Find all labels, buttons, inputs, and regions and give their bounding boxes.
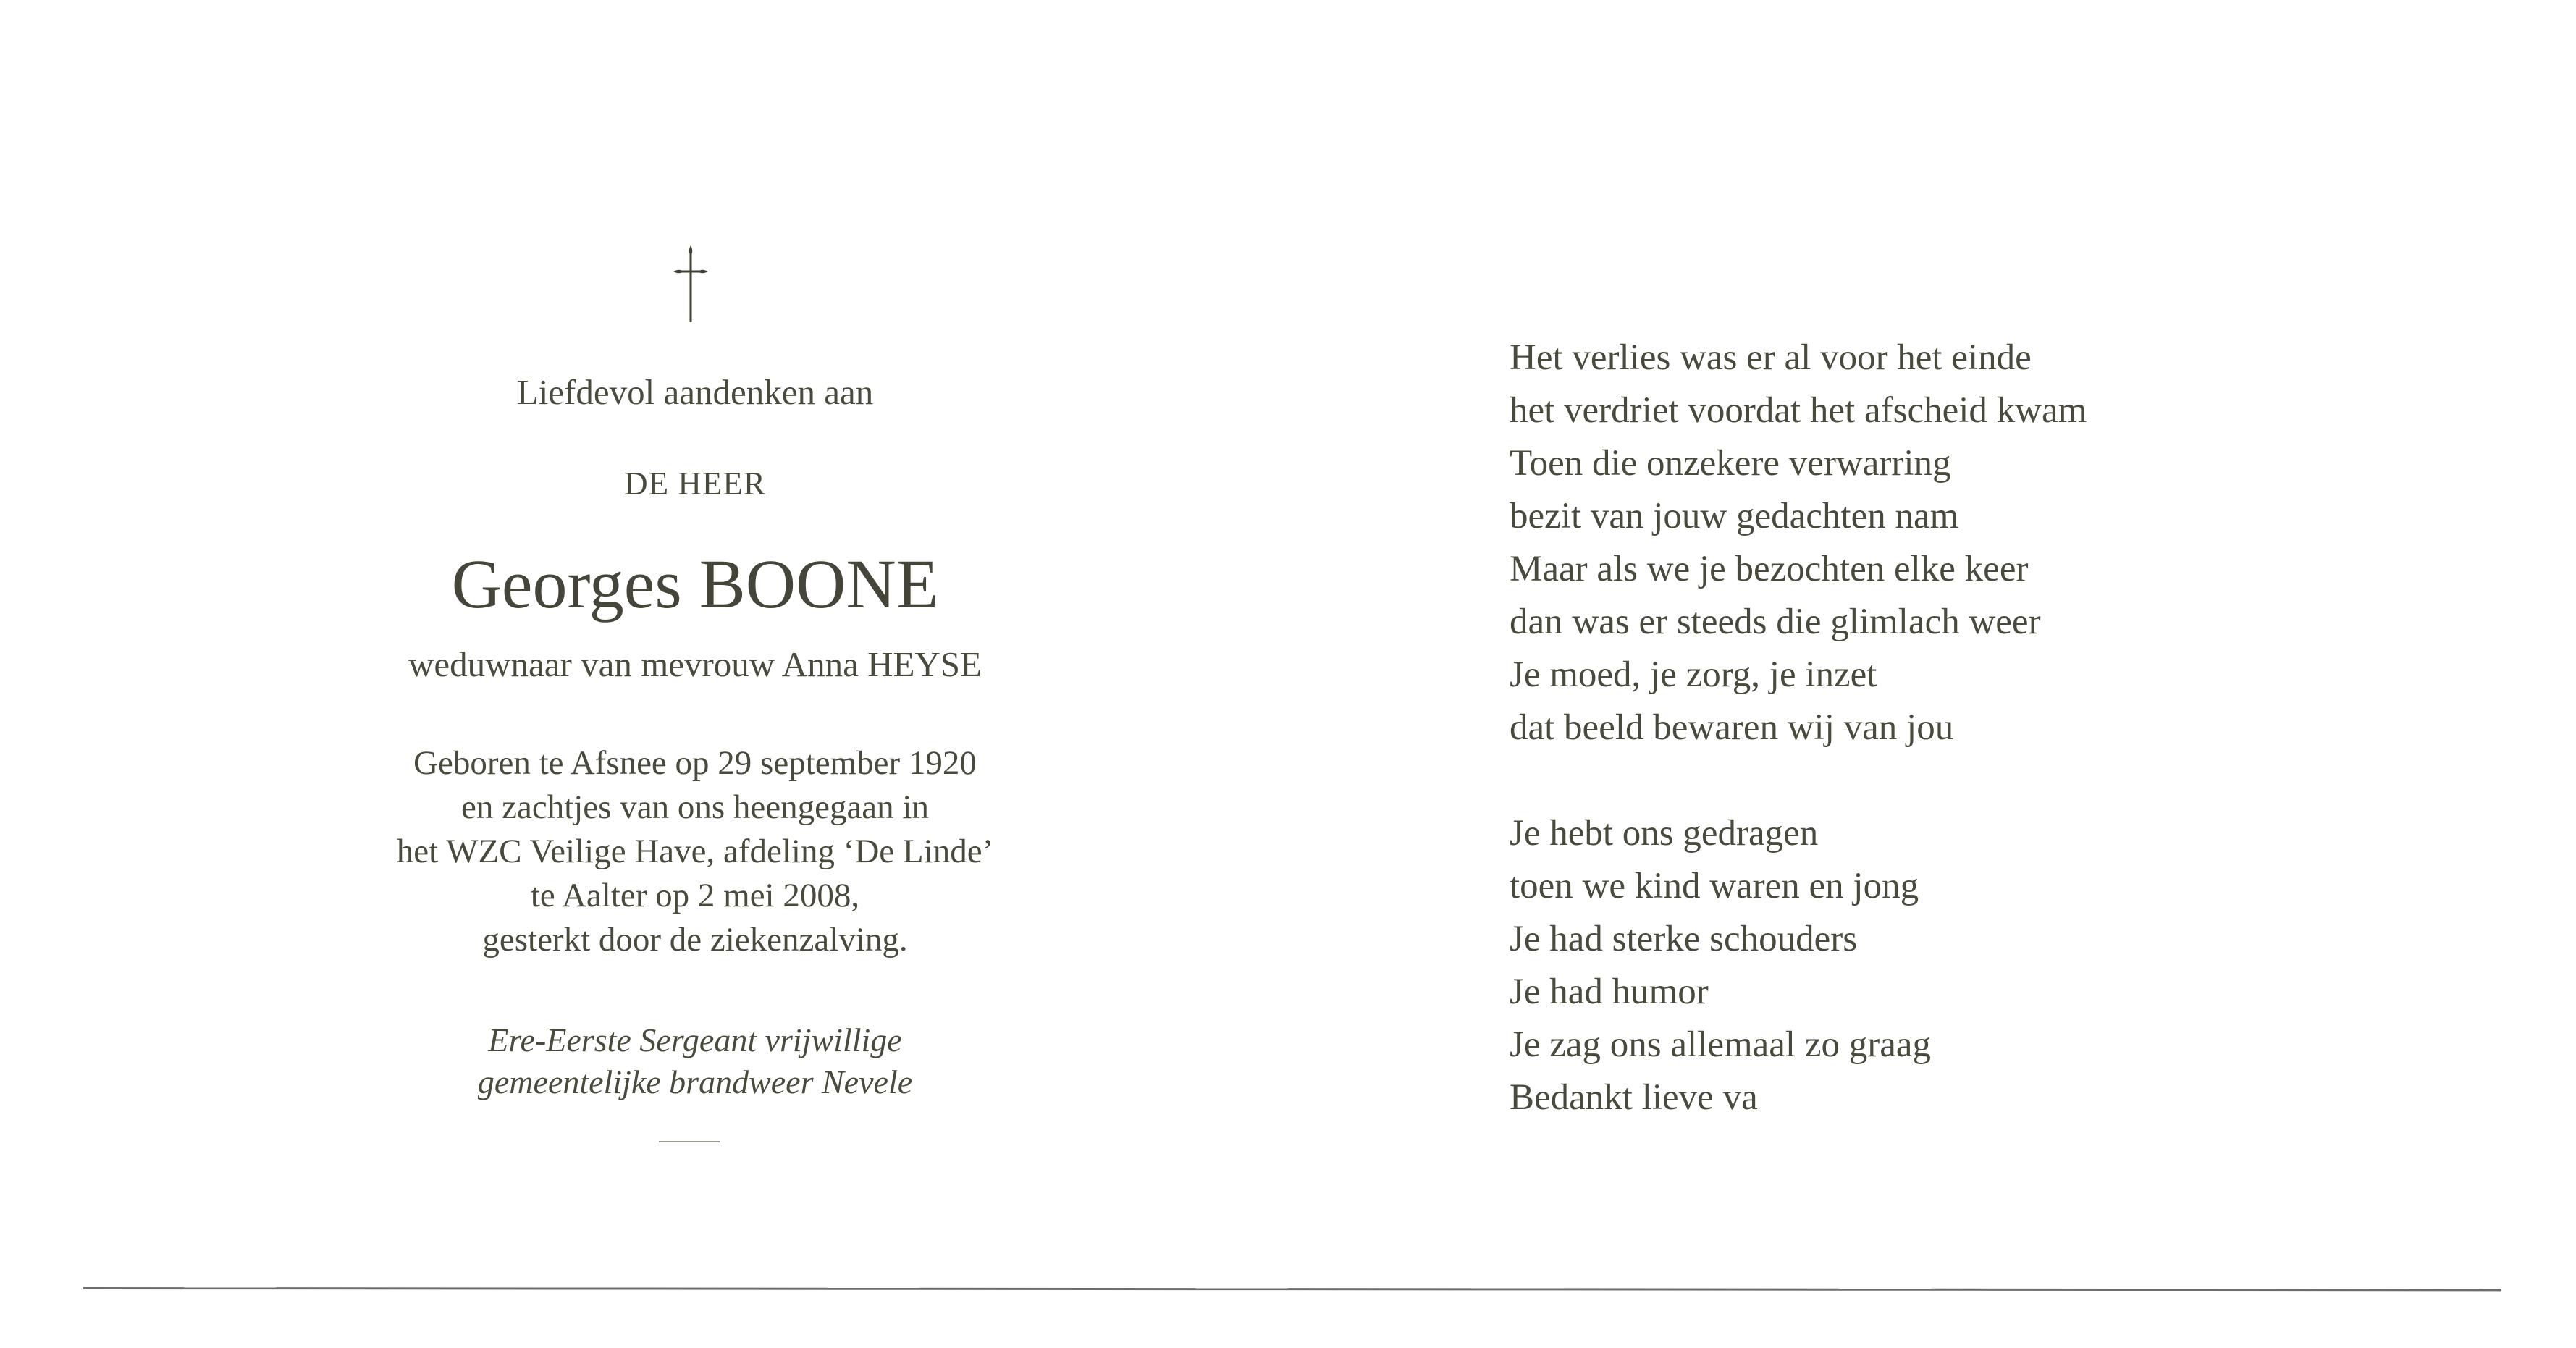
bio-line: gesterkt door de ziekenzalving. <box>482 921 908 959</box>
poem-line: dan was er steeds die glimlach weer <box>1510 602 2041 642</box>
poem-line: Maar als we je bezochten elke keer <box>1510 549 2029 589</box>
bio-line: Geboren te Afsnee op 29 september 1920 <box>413 744 977 782</box>
poem-line: Het verlies was er al voor het einde <box>1510 337 2032 378</box>
cross-icon <box>669 243 712 324</box>
poem-line: dat beeld bewaren wij van jou <box>1510 707 1954 748</box>
honor-text <box>304 1019 1086 1103</box>
poem-stanza <box>1510 807 2087 1124</box>
poem-line: Toen die onzekere verwarring <box>1510 443 1951 484</box>
honorific-title: DE HEER <box>624 466 766 502</box>
bio-line: te Aalter op 2 mei 2008, <box>530 877 860 914</box>
poem-line: Je moed, je zorg, je inzet <box>1510 654 1877 695</box>
poem <box>1510 332 2087 1124</box>
poem-line: Je had sterke schouders <box>1510 919 1858 959</box>
divider <box>659 1141 720 1142</box>
poem-line: Je hebt ons gedragen <box>1510 813 1819 854</box>
poem-line: bezit van jouw gedachten nam <box>1510 496 1959 536</box>
intro-text: Liefdevol aandenken aan <box>516 372 874 412</box>
bio-line: het WZC Veilige Have, afdeling ‘De Linde’ <box>396 833 994 870</box>
honor-line: gemeentelijke brandweer Nevele <box>477 1063 913 1100</box>
biography <box>304 741 1086 962</box>
honor-line: Ere-Eerste Sergeant vrijwillige <box>488 1021 902 1058</box>
poem-line: Bedankt lieve va <box>1510 1077 1758 1118</box>
poem-line: Je had humor <box>1510 972 1709 1012</box>
poem-line: toen we kind waren en jong <box>1510 866 1919 906</box>
bio-line: en zachtjes van ons heengegaan in <box>461 788 929 826</box>
poem-stanza <box>1510 332 2087 754</box>
poem-line: het verdriet voordat het afscheid kwam <box>1510 390 2087 431</box>
bottom-divider <box>83 1287 2501 1291</box>
poem-line: Je zag ons allemaal zo graag <box>1510 1024 1931 1065</box>
widow-line: weduwnaar van mevrouw Anna HEYSE <box>408 644 982 684</box>
deceased-name: Georges BOONE <box>451 545 939 623</box>
